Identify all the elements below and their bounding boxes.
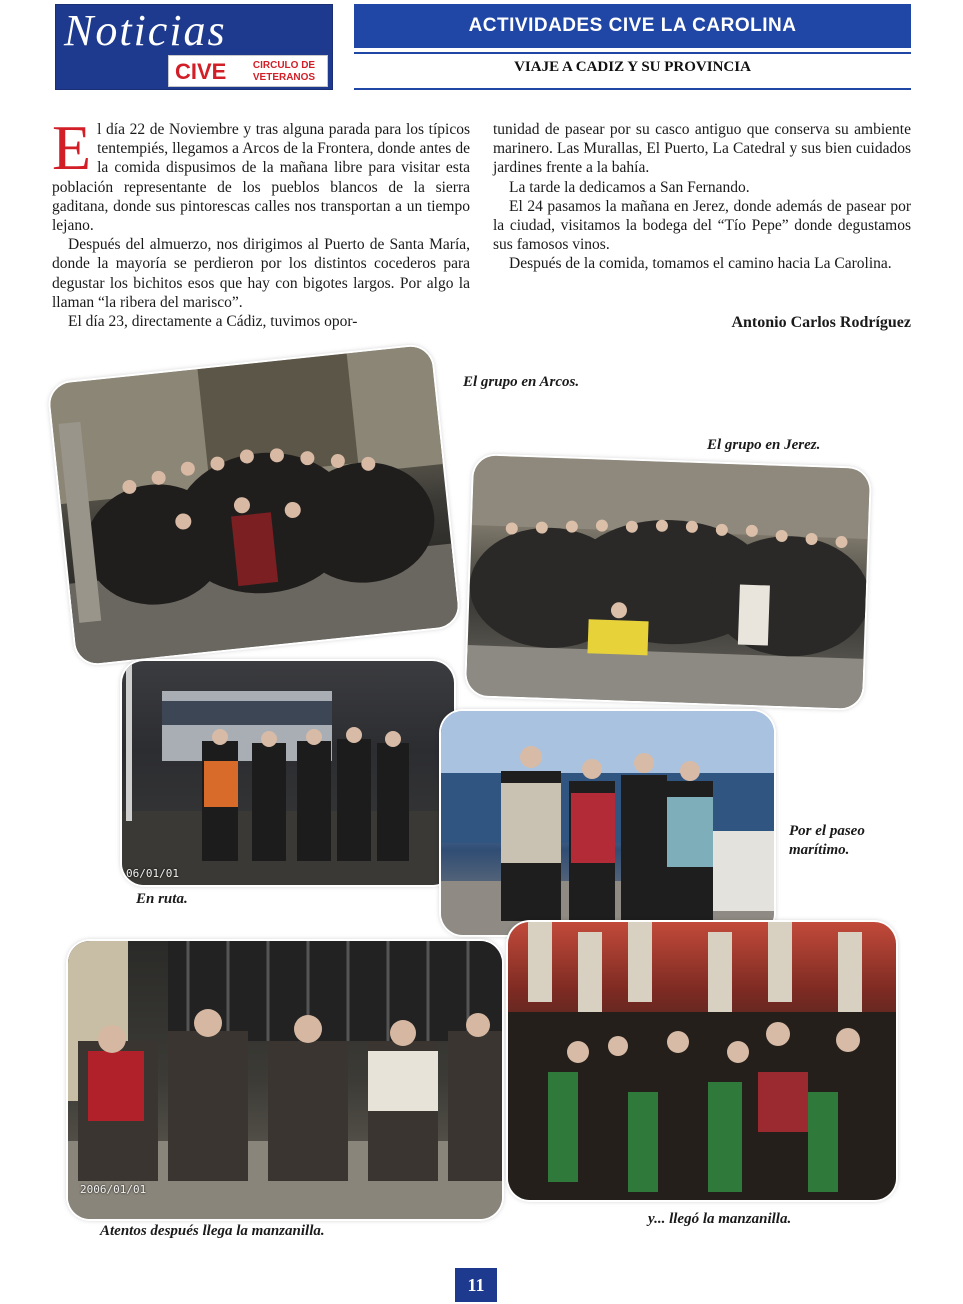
noticias-cive-logo: [55, 4, 333, 90]
caption-jerez: El grupo en Jerez.: [707, 437, 821, 453]
logo-badge: [168, 55, 328, 87]
caption-paseo-line2: marítimo.: [789, 842, 850, 858]
article-paragraph: Después del almuerzo, nos dirigimos al Puerto de Santa María, donde la mayoría se perdieron por los distintos cocederos para degustar los bichitos esos que hay con bigotes largos. Por algo la llaman “la ribera del marisco”.: [52, 236, 470, 311]
photo-arcos-scene: [48, 345, 459, 666]
photo-jerez-scene: [466, 455, 870, 709]
article-paragraph: El 24 pasamos la mañana en Jerez, donde además de pasear por la ciudad, visitamos la bodega del “Tío Pepe” donde degustamos sus famosos vinos.: [493, 197, 911, 254]
caption-en-ruta: En ruta.: [136, 891, 188, 907]
article-column-left: [52, 112, 470, 331]
photo-atentos-scene: [68, 941, 502, 1219]
article-paragraph: tunidad de pasear por su casco antiguo que conserva su ambiente marinero. Las Murallas, El Puerto, La Catedral y sus bien cuidados jardines frente a la bahía.: [493, 121, 911, 177]
section-header-bar: [354, 4, 911, 48]
header-rule-bottom: [354, 88, 911, 90]
caption-paseo-line1: Por el paseo: [789, 823, 865, 839]
header-rule-top: [354, 52, 911, 54]
article-column-right: [493, 120, 911, 274]
article-title: VIAJE A CADIZ Y SU PROVINCIA: [514, 59, 751, 75]
page-number: 11: [455, 1268, 497, 1302]
photo-atentos: [68, 941, 502, 1219]
photo-ruta-scene: [122, 661, 454, 885]
photo-en-ruta: [122, 661, 454, 885]
article-paragraph: El día 23, directamente a Cádiz, tuvimos opor-: [68, 313, 358, 331]
article-paragraph: Después de la comida, tomamos el camino hacia La Carolina.: [509, 255, 892, 273]
article-paragraph: El día 22 de Noviembre y tras alguna parada para los típicos tentempiés, llegamos a Arcos de la Frontera, donde antes de la comida dispusimos de la mañana libre para visitar esta población representante de los pueblos blancos de la sierra gaditana, donde sus pintorescas calles nos transportan a un tiempo lejano.: [52, 112, 470, 235]
caption-atentos: Atentos después llega la manzanilla.: [100, 1223, 325, 1239]
drop-cap: E: [52, 112, 92, 183]
article-paragraph: La tarde la dedicamos a San Fernando.: [509, 178, 750, 196]
date-stamp: 2006/01/01: [80, 1183, 147, 1196]
photo-manzanilla: [508, 922, 896, 1200]
photo-paseo-scene: [441, 711, 774, 935]
author-byline: Antonio Carlos Rodríguez: [731, 314, 911, 331]
photo-group-jerez: [466, 455, 870, 709]
date-stamp: 06/01/01: [126, 867, 179, 880]
caption-arcos: El grupo en Arcos.: [463, 374, 580, 390]
logo-subtitle: CIRCULO DE VETERANOS: [252, 60, 316, 83]
logo-word: Noticias: [64, 6, 227, 55]
photo-paseo-maritimo: [441, 711, 774, 935]
photo-group-arcos: [48, 345, 459, 666]
caption-llego: y... llegó la manzanilla.: [648, 1211, 792, 1227]
photo-manzanilla-scene: [508, 922, 896, 1200]
section-title: ACTIVIDADES CIVE LA CAROLINA: [468, 15, 797, 36]
logo-brand: CIVE: [175, 59, 227, 84]
